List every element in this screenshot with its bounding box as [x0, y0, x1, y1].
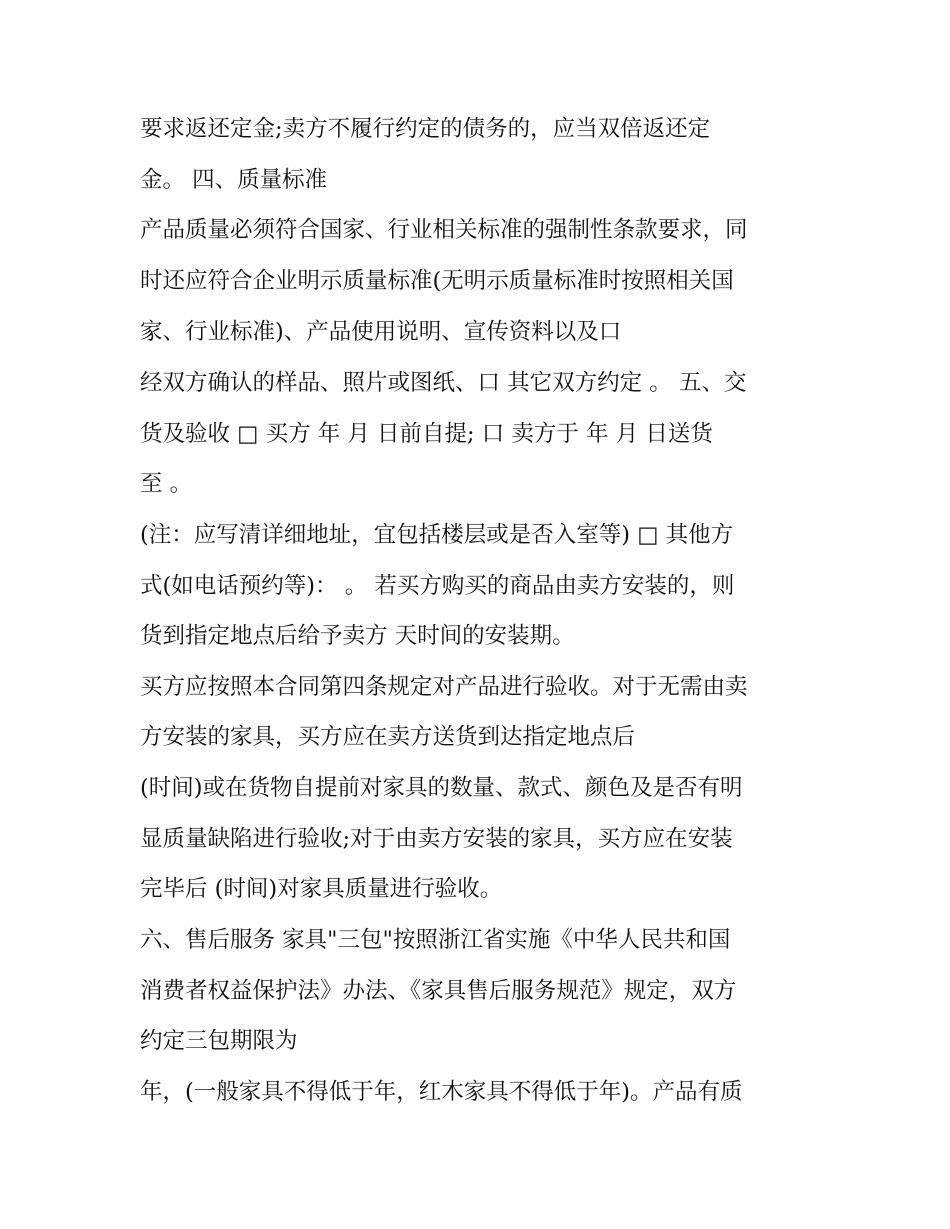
- text-line: 显质量缺陷进行验收;对于由卖方安装的家具，买方应在安装: [140, 826, 733, 852]
- text-line: 金。 四、质量标准: [140, 167, 328, 193]
- text-line: 约定三包期限为: [140, 1028, 298, 1054]
- text-line: 至 。: [140, 471, 193, 497]
- text-line: 完毕后 (时间)对家具质量进行验收。: [140, 876, 503, 902]
- text-line: 家、行业标准)、产品使用说明、宣传资料以及口: [140, 319, 622, 345]
- text-line: 产品质量必须符合国家、行业相关标准的强制性条款要求，同: [140, 217, 748, 243]
- text-line: (时间)或在货物自提前对家具的数量、款式、颜色及是否有明: [140, 775, 743, 801]
- text-line: 经双方确认的样品、照片或图纸、口 其它双方约定 。 五、交: [140, 370, 747, 396]
- text-line: 货到指定地点后给予卖方 天时间的安装期。: [140, 623, 575, 649]
- text-line: 方安装的家具，买方应在卖方送货到达指定地点后: [140, 724, 636, 750]
- text-line: 年，(一般家具不得低于年，红木家具不得低于年)。产品有质: [140, 1079, 743, 1105]
- text-line: 六、售后服务 家具"三包"按照浙江省实施《中华人民共和国: [140, 927, 731, 953]
- text-line: 消费者权益保护法》办法、《家具售后服务规范》规定，双方: [140, 978, 737, 1004]
- text-line: 式(如电话预约等)： 。 若买方购买的商品由卖方安装的，则: [140, 573, 735, 599]
- text-line: 买方应按照本合同第四条规定对产品进行验收。对于无需由卖: [140, 674, 748, 700]
- text-line: (注：应写清详细地址，宜包括楼层或是否入室等) □ 其他方: [140, 522, 734, 548]
- text-line: 时还应符合企业明示质量标准(无明示质量标准时按照相关国: [140, 268, 734, 294]
- text-line: 货及验收 □ 买方 年 月 日前自提; 口 卖方于 年 月 日送货: [140, 421, 713, 447]
- text-line: 要求返还定金;卖方不履行约定的债务的，应当双倍返还定: [140, 116, 711, 142]
